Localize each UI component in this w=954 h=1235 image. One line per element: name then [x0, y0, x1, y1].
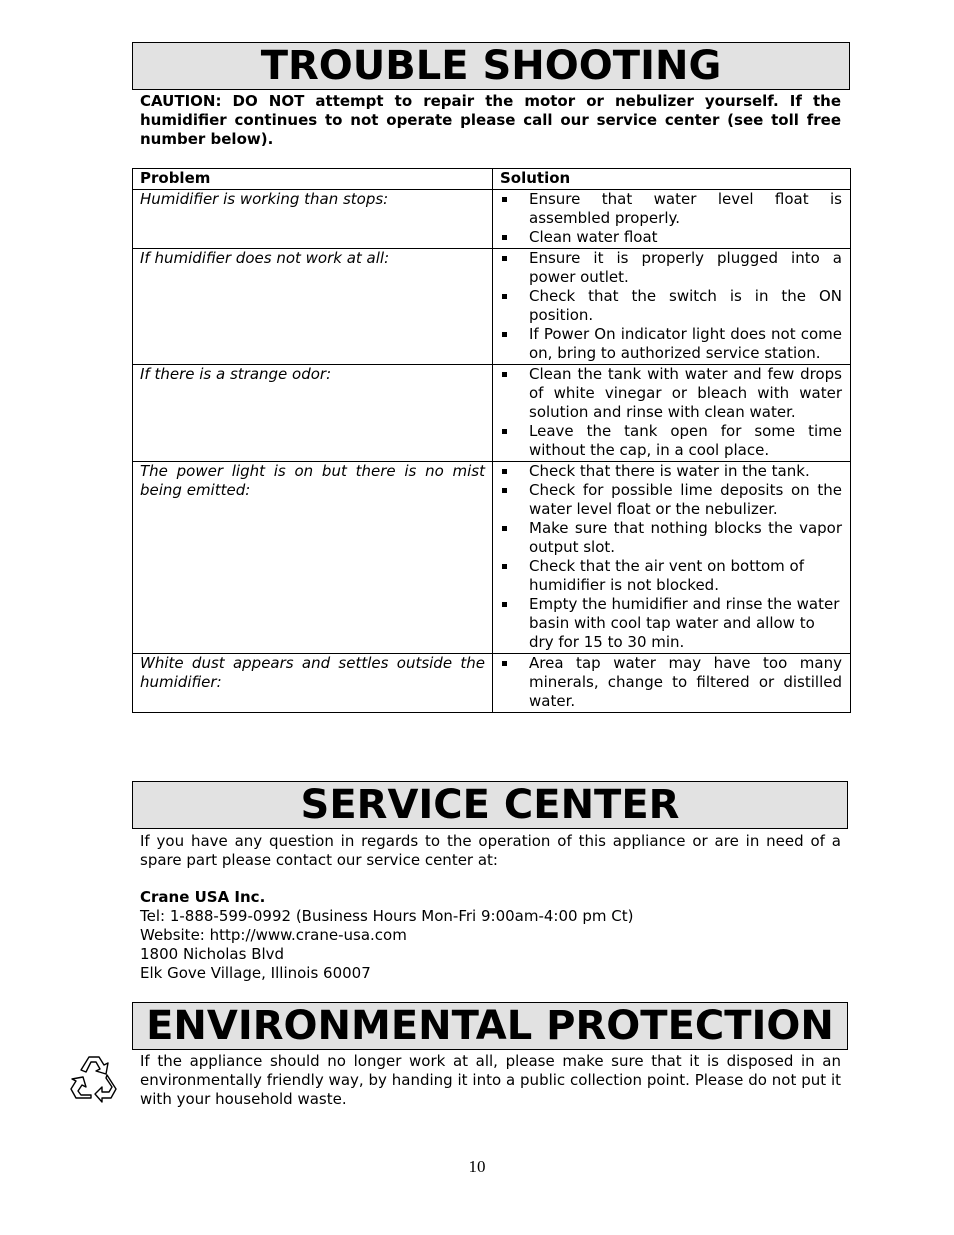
- solution-cell: [493, 190, 851, 249]
- solution-text: Check that the switch is in the ON position.: [529, 287, 842, 324]
- solution-list: [500, 249, 842, 363]
- company-name: Crane USA Inc.: [140, 888, 266, 906]
- website-line: Website: http://www.crane-usa.com: [140, 926, 407, 944]
- solution-list: [500, 654, 842, 711]
- list-item: [500, 249, 842, 287]
- bullet-icon: [502, 526, 507, 531]
- table-row: [133, 365, 851, 462]
- problem-cell: If there is a strange odor:: [133, 365, 493, 462]
- solution-list: [500, 190, 842, 247]
- caution-text: CAUTION: DO NOT attempt to repair the motor or nebulizer yourself. If the humidifier continues to not operate please call our service center (see toll free number below).: [140, 92, 841, 148]
- list-item: [500, 557, 842, 595]
- solution-cell: [493, 249, 851, 365]
- list-item: [500, 325, 842, 363]
- list-item: [500, 422, 842, 460]
- bullet-icon: [502, 564, 507, 569]
- bullet-icon: [502, 488, 507, 493]
- recycle-icon: [64, 1050, 124, 1108]
- table-row: [133, 190, 851, 249]
- solution-text: Leave the tank open for some time without the cap, in a cool place.: [529, 422, 842, 459]
- problem-cell: White dust appears and settles outside the humidifier:: [133, 654, 493, 713]
- bullet-icon: [502, 429, 507, 434]
- list-item: [500, 190, 842, 228]
- list-item: [500, 519, 842, 557]
- bullet-icon: [502, 294, 507, 299]
- trouble-shooting-heading: TROUBLE SHOOTING: [260, 43, 722, 89]
- solution-text: Make sure that nothing blocks the vapor output slot.: [529, 519, 842, 556]
- bullet-icon: [502, 372, 507, 377]
- table-row: [133, 654, 851, 713]
- solution-cell: [493, 462, 851, 654]
- problem-cell: If humidifier does not work at all:: [133, 249, 493, 365]
- list-item: [500, 228, 842, 247]
- bullet-icon: [502, 332, 507, 337]
- address-line-2: Elk Gove Village, Illinois 60007: [140, 964, 371, 982]
- bullet-icon: [502, 197, 507, 202]
- list-item: [500, 462, 842, 481]
- solution-list: [500, 365, 842, 460]
- bullet-icon: [502, 235, 507, 240]
- solution-text: Clean the tank with water and few drops of white vinegar or bleach with water solution and rinse with clean water.: [529, 365, 842, 421]
- solution-text: Empty the humidifier and rinse the water basin with cool tap water and allow to dry for 15 to 30 min.: [529, 595, 840, 651]
- trouble-shooting-table: [132, 168, 851, 713]
- address-line-1: 1800 Nicholas Blvd: [140, 945, 285, 963]
- bullet-icon: [502, 256, 507, 261]
- environmental-text: If the appliance should no longer work at all, please make sure that it is disposed in an environmentally friendly way, by handing it into a public collection point. Please do not put it with your household waste.: [140, 1052, 841, 1108]
- solution-text: Area tap water may have too many minerals, change to filtered or distilled water.: [529, 654, 842, 710]
- table-row: [133, 462, 851, 654]
- phone-line: Tel: 1-888-599-0992 (Business Hours Mon-Fri 9:00am-4:00 pm Ct): [140, 907, 634, 925]
- solution-text: Check that there is water in the tank.: [529, 462, 810, 480]
- solution-text: Check that the air vent on bottom of humidifier is not blocked.: [529, 557, 805, 594]
- list-item: [500, 595, 842, 652]
- environmental-protection-heading: ENVIRONMENTAL PROTECTION: [146, 1003, 834, 1049]
- solution-text: Clean water float: [529, 228, 658, 246]
- list-item: [500, 654, 842, 711]
- problem-cell: The power light is on but there is no mist being emitted:: [133, 462, 493, 654]
- page-number: 10: [468, 1157, 486, 1176]
- solution-list: [500, 462, 842, 652]
- table-header-row: [133, 169, 851, 190]
- list-item: [500, 481, 842, 519]
- contact-block: [140, 888, 633, 983]
- solution-header: Solution: [493, 169, 851, 190]
- bullet-icon: [502, 602, 507, 607]
- bullet-icon: [502, 661, 507, 666]
- solution-cell: [493, 365, 851, 462]
- table-row: [133, 249, 851, 365]
- list-item: [500, 287, 842, 325]
- service-intro-text: If you have any question in regards to the operation of this appliance or are in need of a spare part please contact our service center at:: [140, 832, 841, 869]
- solution-text: Check for possible lime deposits on the water level float or the nebulizer.: [529, 481, 842, 518]
- bullet-icon: [502, 469, 507, 474]
- problem-header: Problem: [133, 169, 493, 190]
- trouble-shooting-banner: [132, 42, 850, 90]
- solution-cell: [493, 654, 851, 713]
- service-center-heading: SERVICE CENTER: [300, 782, 680, 828]
- environmental-protection-banner: [132, 1002, 848, 1050]
- problem-cell: Humidifier is working than stops:: [133, 190, 493, 249]
- solution-text: If Power On indicator light does not come on, bring to authorized service station.: [529, 325, 842, 362]
- solution-text: Ensure that water level float is assembled properly.: [529, 190, 842, 227]
- list-item: [500, 365, 842, 422]
- service-center-banner: [132, 781, 848, 829]
- solution-text: Ensure it is properly plugged into a power outlet.: [529, 249, 842, 286]
